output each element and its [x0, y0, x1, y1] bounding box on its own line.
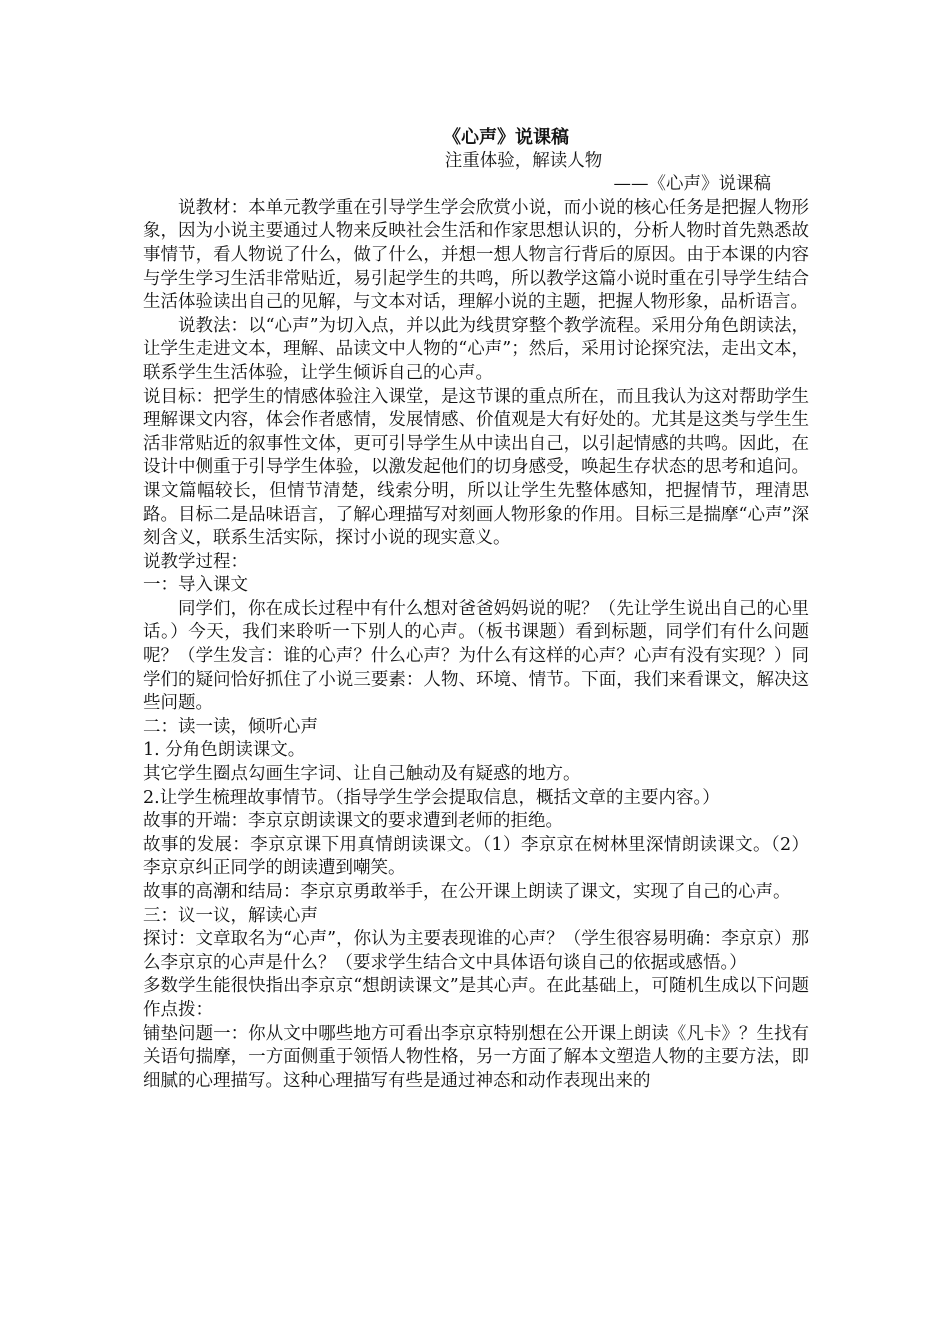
paragraph-plot-beginning: 故事的开端：李京京朗读课文的要求遭到老师的拒绝。: [143, 811, 563, 832]
paragraph-teaching-method: 说教法：以“心声”为切入点，并以此为线贯穿整个教学流程。采用分角色朗读法，让学生走进文本，理解、品读文中人物的“心声”；然后，采用讨论探究法，走出文本，联系学生生活体验，让学生倾诉自己的心声。: [143, 315, 809, 383]
paragraph-plot-development: 故事的发展：李京京课下用真情朗读课文。（1）李京京在树林里深情朗读课文。（2）李京京纠正同学的朗读遭到嘲笑。: [143, 834, 809, 879]
section-heading-process: 说教学过程：: [143, 551, 248, 572]
paragraph-question-one: 铺垫问题一：你从文中哪些地方可看出李京京特别想在公开课上朗读《凡卡》？生找有关语句揣摩，一方面侧重于领悟人物性格，另一方面了解本文塑造人物的主要方法，即细腻的心理描写。这种心理描写有些是通过神态和动作表现出来的: [143, 1023, 809, 1091]
document-subtitle: 注重体验，解读人物: [444, 150, 603, 171]
list-item-plot-outline: 2.让学生梳理故事情节。（指导学生学会提取信息，概括文章的主要内容。）: [143, 787, 720, 808]
document-byline: ——《心声》说课稿: [613, 174, 771, 195]
document-title: 《心声》说课稿: [443, 127, 569, 148]
section-heading-step-two: 二：读一读，倾听心声: [143, 716, 318, 737]
paragraph-plot-climax: 故事的高潮和结局：李京京勇敢举手，在公开课上朗读了课文，实现了自己的心声。: [143, 882, 791, 902]
paragraph-other-students: 其它学生圈点勾画生字词、让自己触动及有疑惑的地方。: [143, 764, 581, 785]
paragraph-discussion: 探讨：文章取名为“心声”，你认为主要表现谁的心声？（学生很容易明确：李京京）那么李京京的心声是什么？（要求学生结合文中具体语句谈自己的依据或感悟。）: [143, 929, 809, 973]
paragraph-guidance: 多数学生能很快指出李京京“想朗读课文”是其心声。在此基础上，可随机生成以下问题作点拨：: [143, 976, 809, 1020]
section-heading-step-one: 一：导入课文: [143, 575, 248, 596]
section-heading-step-three: 三：议一议，解读心声: [143, 905, 318, 926]
document-page: [143, 126, 809, 1093]
paragraph-objectives: 说目标：把学生的情感体验注入课堂，是这节课的重点所在，而且我认为这对帮助学生理解课文内容，体会作者感情，发展情感、价值观是大有好处的。尤其是这类与学生生活非常贴近的叙事性文体，更可引导学生从中读出自己，以引起情感的共鸣。因此，在设计中侧重于引导学生体验，以激发起他们的切身感受，唤起生存状态的思考和追问。课文篇幅较长，但情节清楚，线索分明，所以让学生先整体感知，把握情节，理清思路。目标二是品味语言，了解心理描写对刻画人物形象的作用。目标三是揣摩“心声”深刻含义，联系生活实际，探讨小说的现实意义。: [143, 386, 809, 549]
paragraph-teaching-material: 说教材：本单元教学重在引导学生学会欣赏小说，而小说的核心任务是把握人物形象，因为小说主要通过人物来反映社会生活和作家思想认识的，分析人物时首先熟悉故事情节，看人物说了什么，做了什么，并想一想人物言行背后的原因。由于本课的内容与学生学习生活非常贴近，易引起学生的共鸣，所以教学这篇小说时重在引导学生结合生活体验读出自己的见解，与文本对话，理解小说的主题，把握人物形象，品析语言。: [143, 197, 809, 313]
paragraph-introduction: 同学们，你在成长过程中有什么想对爸爸妈妈说的呢？（先让学生说出自己的心里话。）今天，我们来聆听一下别人的心声。（板书课题）看到标题，同学们有什么问题呢？（学生发言：谁的心声？什么心声？为什么有这样的心声？心声有没有实现？）同学们的疑问恰好抓住了小说三要素：人物、环境、情节。下面，我们来看课文，解决这些问题。: [143, 598, 809, 714]
list-item-role-reading: 1. 分角色朗读课文。: [143, 740, 306, 761]
